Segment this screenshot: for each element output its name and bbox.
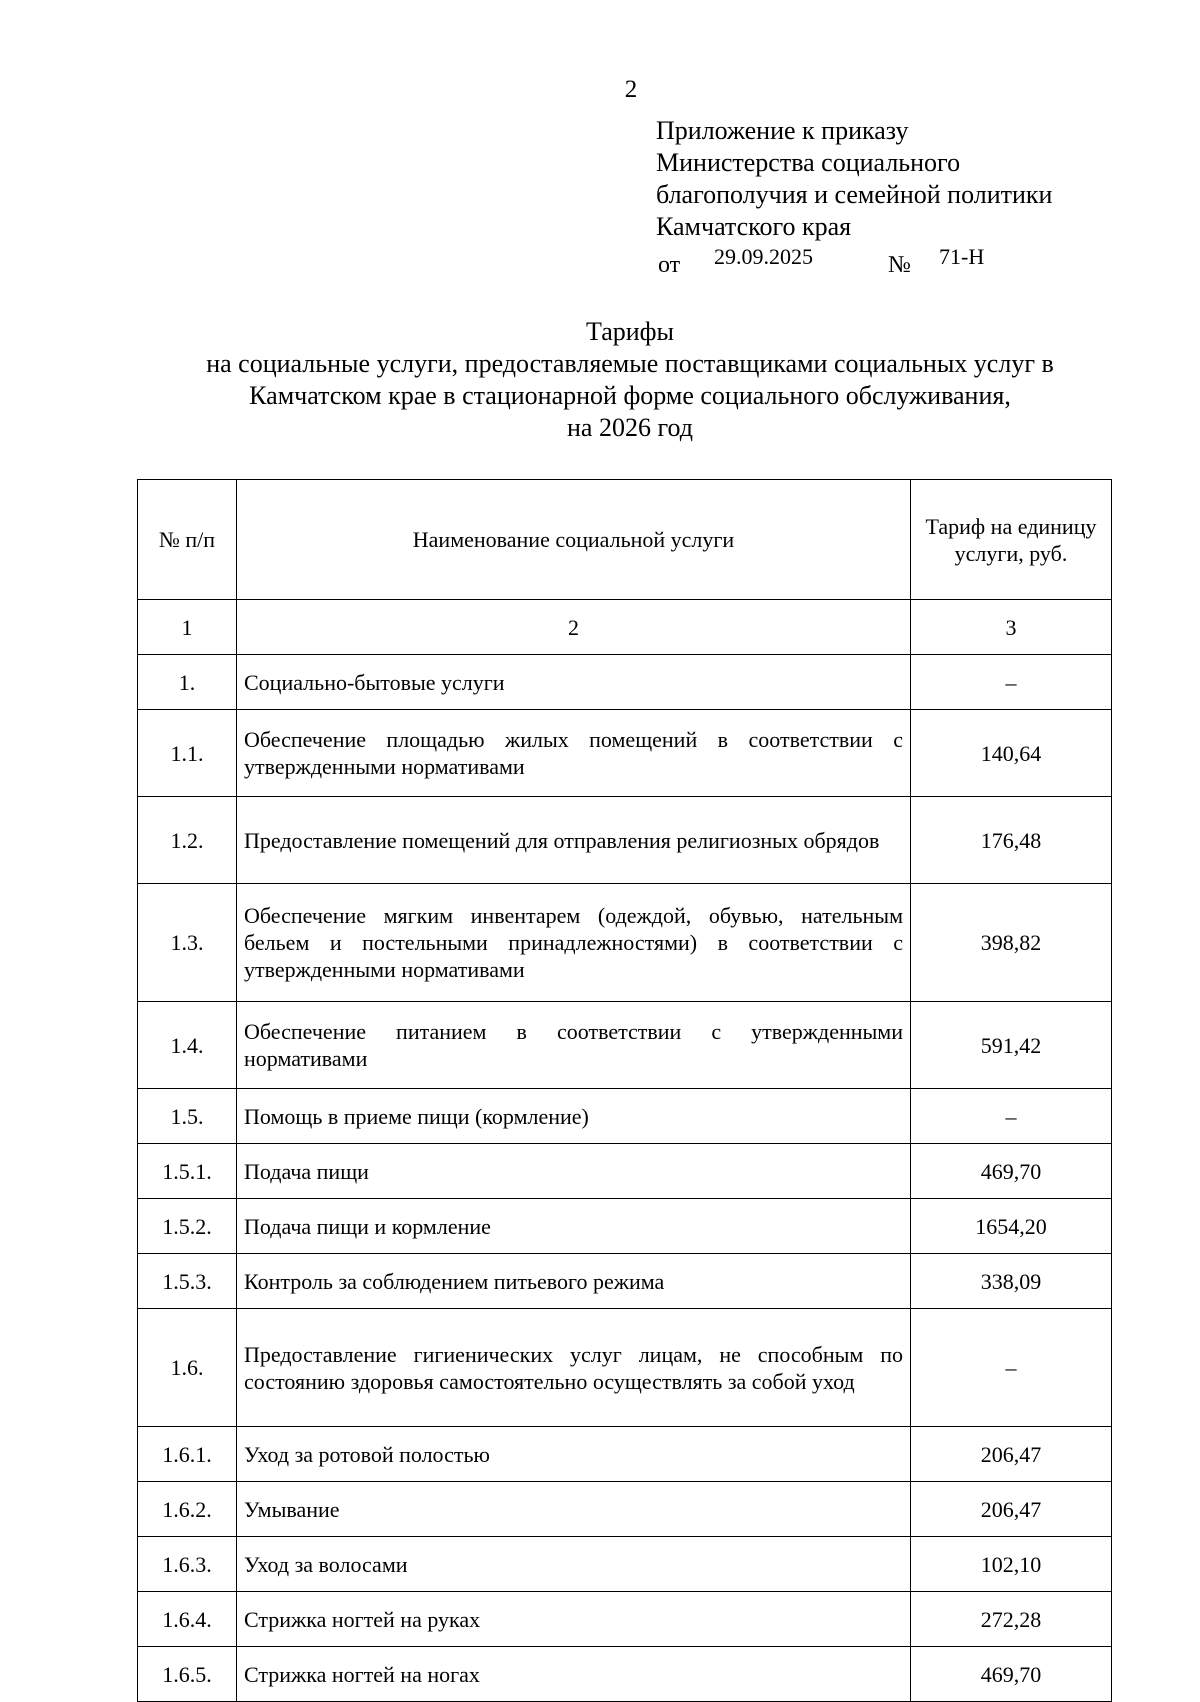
order-date: 29.09.2025 xyxy=(714,244,813,269)
index-cell: 1 xyxy=(138,600,237,655)
row-service-name: Обеспечение мягким инвентарем (одеждой, обувью, нательным бельем и постельными принадлежностями) в соответствии с утвержденными нормативами xyxy=(237,884,911,1002)
row-tariff: – xyxy=(911,1309,1112,1427)
row-number: 1.6.3. xyxy=(138,1537,237,1592)
table-row xyxy=(138,1199,1112,1254)
header-service-name: Наименование социальной услуги xyxy=(237,480,911,600)
row-tariff: 469,70 xyxy=(911,1647,1112,1702)
row-tariff: 206,47 xyxy=(911,1482,1112,1537)
table-row xyxy=(138,1144,1112,1199)
row-tariff: 102,10 xyxy=(911,1537,1112,1592)
row-number: 1.5.2. xyxy=(138,1199,237,1254)
row-number: 1.6.1. xyxy=(138,1427,237,1482)
row-number: 1. xyxy=(138,655,237,710)
row-number: 1.3. xyxy=(138,884,237,1002)
row-tariff: 469,70 xyxy=(911,1144,1112,1199)
row-service-name: Умывание xyxy=(237,1482,911,1537)
row-number: 1.6.4. xyxy=(138,1592,237,1647)
table-row xyxy=(138,710,1112,797)
row-number: 1.4. xyxy=(138,1002,237,1089)
table-row xyxy=(138,1427,1112,1482)
row-service-name: Обеспечение питанием в соответствии с утвержденными нормативами xyxy=(237,1002,911,1089)
row-tariff: 398,82 xyxy=(911,884,1112,1002)
table-row xyxy=(138,797,1112,884)
row-service-name: Стрижка ногтей на руках xyxy=(237,1592,911,1647)
tariffs-table xyxy=(137,479,1112,1702)
row-tariff: 272,28 xyxy=(911,1592,1112,1647)
document-title xyxy=(130,316,1130,444)
row-tariff: 206,47 xyxy=(911,1427,1112,1482)
header-number: № п/п xyxy=(138,480,237,600)
row-service-name: Обеспечение площадью жилых помещений в соответствии с утвержденными нормативами xyxy=(237,710,911,797)
row-tariff: 591,42 xyxy=(911,1002,1112,1089)
row-service-name: Уход за волосами xyxy=(237,1537,911,1592)
appendix-line: благополучия и семейной политики xyxy=(656,180,1053,209)
row-number: 1.5.1. xyxy=(138,1144,237,1199)
table-row xyxy=(138,1089,1112,1144)
row-service-name: Социально-бытовые услуги xyxy=(237,655,911,710)
row-service-name: Уход за ротовой полостью xyxy=(237,1427,911,1482)
row-tariff: 1654,20 xyxy=(911,1199,1112,1254)
row-number: 1.5. xyxy=(138,1089,237,1144)
header-tariff: Тариф на единицу услуги, руб. xyxy=(911,480,1112,600)
table-row xyxy=(138,1647,1112,1702)
order-reference xyxy=(0,244,1200,280)
index-row xyxy=(138,600,1112,655)
title-line: на 2026 год xyxy=(567,413,693,442)
row-service-name: Подача пищи xyxy=(237,1144,911,1199)
table-row xyxy=(138,1537,1112,1592)
table-row xyxy=(138,655,1112,710)
row-number: 1.6.5. xyxy=(138,1647,237,1702)
table-row xyxy=(138,884,1112,1002)
order-number: 71-Н xyxy=(939,244,985,269)
row-number: 1.2. xyxy=(138,797,237,884)
row-service-name: Предоставление гигиенических услуг лицам, не способным по состоянию здоровья самостоятельно осуществлять за собой уход xyxy=(237,1309,911,1427)
row-service-name: Предоставление помещений для отправления религиозных обрядов xyxy=(237,797,911,884)
row-tariff: – xyxy=(911,1089,1112,1144)
table-row xyxy=(138,1309,1112,1427)
row-tariff: – xyxy=(911,655,1112,710)
row-number: 1.6.2. xyxy=(138,1482,237,1537)
row-tariff: 140,64 xyxy=(911,710,1112,797)
table-row xyxy=(138,1002,1112,1089)
table-row xyxy=(138,1592,1112,1647)
index-cell: 2 xyxy=(237,600,911,655)
row-tariff: 338,09 xyxy=(911,1254,1112,1309)
row-number: 1.1. xyxy=(138,710,237,797)
title-line: Камчатском крае в стационарной форме социального обслуживания, xyxy=(249,381,1011,410)
appendix-line: Камчатского края xyxy=(656,212,852,241)
row-number: 1.5.3. xyxy=(138,1254,237,1309)
table-row xyxy=(138,1482,1112,1537)
date-prefix: от xyxy=(658,252,681,278)
appendix-line: Приложение к приказу xyxy=(656,116,909,145)
index-cell: 3 xyxy=(911,600,1112,655)
number-sign: № xyxy=(888,252,911,278)
row-service-name: Контроль за соблюдением питьевого режима xyxy=(237,1254,911,1309)
row-tariff: 176,48 xyxy=(911,797,1112,884)
row-number: 1.6. xyxy=(138,1309,237,1427)
row-service-name: Стрижка ногтей на ногах xyxy=(237,1647,911,1702)
table-header-row xyxy=(138,480,1112,600)
row-service-name: Подача пищи и кормление xyxy=(237,1199,911,1254)
table-row xyxy=(138,1254,1112,1309)
page-number: 2 xyxy=(624,76,638,103)
appendix-line: Министерства социального xyxy=(656,148,961,177)
row-service-name: Помощь в приеме пищи (кормление) xyxy=(237,1089,911,1144)
title-line: на социальные услуги, предоставляемые поставщиками социальных услуг в xyxy=(206,349,1054,378)
title-heading: Тарифы xyxy=(585,317,674,346)
appendix-block xyxy=(656,115,1052,243)
